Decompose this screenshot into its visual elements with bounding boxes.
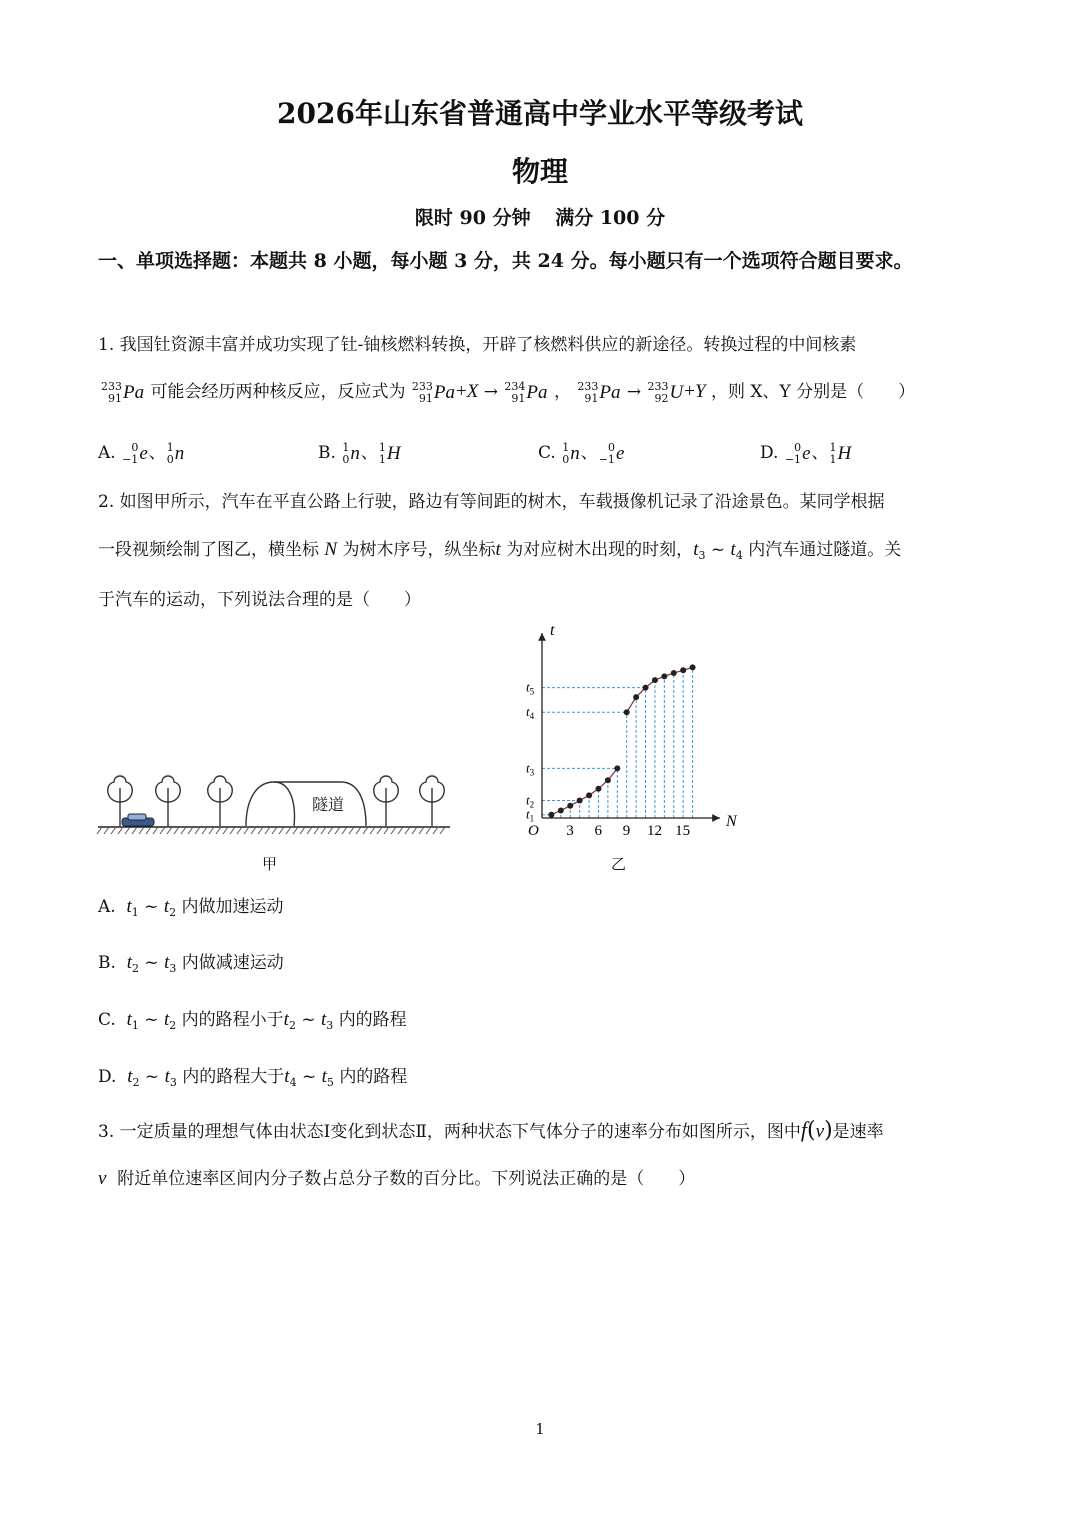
x-tick-label: 9 xyxy=(622,823,631,839)
q2-line2: 一段视频绘制了图乙，横坐标 N 为树木序号，纵坐标t 为对应树木出现的时刻，$t_3$ ~ $t_4$ 内汽车通过隧道。关 xyxy=(98,539,902,562)
caption-yi: 乙 xyxy=(611,855,627,873)
data-point xyxy=(671,670,677,676)
q2-option-a[interactable]: A. $t_1$ ~ $t_2$ 内做加速运动 xyxy=(98,896,284,919)
nuclide-pa233: 233 91 Pa xyxy=(101,379,145,405)
x-tick-label: 12 xyxy=(646,823,662,839)
q2-line3: 于汽车的运动，下列说法合理的是（ ） xyxy=(98,590,421,610)
data-point xyxy=(614,765,620,771)
data-point xyxy=(567,803,573,809)
tunnel-shape xyxy=(246,782,366,826)
data-point xyxy=(577,798,583,804)
q3-line2: v 附近单位速率区间内分子数占总分子数的百分比。下列说法正确的是（ ） xyxy=(98,1168,696,1189)
q1-text-c: ，则 X、Y 分别是（ ） xyxy=(710,382,916,402)
exam-limits xyxy=(0,203,1080,230)
page-number: 1 xyxy=(535,1420,545,1438)
time-limit: 限时 90 分钟 xyxy=(414,207,531,229)
tree-icon xyxy=(208,776,233,826)
tree-icon xyxy=(374,776,399,826)
q1-line2 xyxy=(100,380,915,405)
q1-option-d[interactable]: D. 0 −1 e 、 1 1 H xyxy=(760,440,852,466)
x-tick-label: 6 xyxy=(594,823,602,839)
data-point xyxy=(633,694,639,700)
exam-title: 2026年山东省普通高中学业水平等级考试 xyxy=(277,97,803,130)
q1-option-c[interactable]: C. 1 0 n 、 0 −1 e xyxy=(538,440,625,466)
data-point xyxy=(690,664,696,670)
q3-line1: 3. 一定质量的理想气体由状态Ⅰ变化到状态Ⅱ，两种状态下气体分子的速率分布如图所示，图中f(v)是速率 xyxy=(98,1117,884,1143)
q2-option-b[interactable]: B. $t_2$ ~ $t_3$ 内做减速运动 xyxy=(98,952,284,975)
y-tick-label: $t_4$ xyxy=(526,704,535,722)
y-axis-label: t xyxy=(550,622,555,639)
y-tick-label: $t_3$ xyxy=(526,760,535,778)
data-point xyxy=(558,807,564,813)
reaction-1: 233 91 Pa +X → 234 91 Pa xyxy=(411,379,548,405)
q2-line1: 2. 如图甲所示，汽车在平直公路上行驶，路边有等间距的树木，车载摄像机记录了沿途景色。某同学根据 xyxy=(98,492,885,512)
data-point xyxy=(680,667,686,673)
origin-label: O xyxy=(528,823,539,839)
y-tick-label: $t_1$ xyxy=(526,806,535,824)
data-point xyxy=(624,709,630,715)
car-icon xyxy=(122,814,154,826)
x-axis-label: N xyxy=(726,813,737,830)
section-heading: 一、单项选择题：本题共 8 小题，每小题 3 分，共 24 分。每小题只有一个选项符合题目要求。 xyxy=(98,250,913,272)
tree-icon xyxy=(420,776,445,826)
q2-option-d[interactable]: D. $t_2$ ~ $t_3$ 内的路程大于$t_4$ ~ $t_5$ 内的路程 xyxy=(98,1066,408,1089)
x-tick-label: 3 xyxy=(566,823,574,839)
tunnel-label: 隧道 xyxy=(312,797,345,814)
data-point xyxy=(661,673,667,679)
data-point xyxy=(548,812,554,818)
subject-title: 物理 xyxy=(511,155,568,188)
caption-jia: 甲 xyxy=(262,855,278,873)
data-point xyxy=(595,786,601,792)
y-tick-label: $t_2$ xyxy=(526,792,535,810)
chart-t-vs-n xyxy=(520,618,740,848)
q1-text-a: 可能会经历两种核反应，反应式为 xyxy=(150,382,406,402)
q1-text-b: ， xyxy=(553,382,571,402)
q1-line1: 1. 我国钍资源丰富并成功实现了钍-铀核燃料转换，开辟了核燃料供应的新途径。转换过程的中间核素 xyxy=(98,335,857,355)
full-score: 满分 100 分 xyxy=(555,207,666,229)
data-point xyxy=(586,792,592,798)
q1-option-a[interactable]: A. 0 −1 e 、 1 0 n xyxy=(98,440,185,466)
figure-road-trees xyxy=(96,770,456,840)
q1-option-b[interactable]: B. 1 0 n 、 1 1 H xyxy=(318,440,401,466)
q2-option-c[interactable]: C. $t_1$ ~ $t_2$ 内的路程小于$t_2$ ~ $t_3$ 内的路程 xyxy=(98,1009,407,1032)
data-point xyxy=(652,677,658,683)
y-tick-label: $t_5$ xyxy=(526,679,535,697)
data-point xyxy=(605,777,611,783)
data-point xyxy=(643,685,649,691)
reaction-2: 233 91 Pa → 233 92 U +Y xyxy=(577,379,706,405)
x-tick-label: 15 xyxy=(675,823,691,839)
tree-icon xyxy=(156,776,181,826)
